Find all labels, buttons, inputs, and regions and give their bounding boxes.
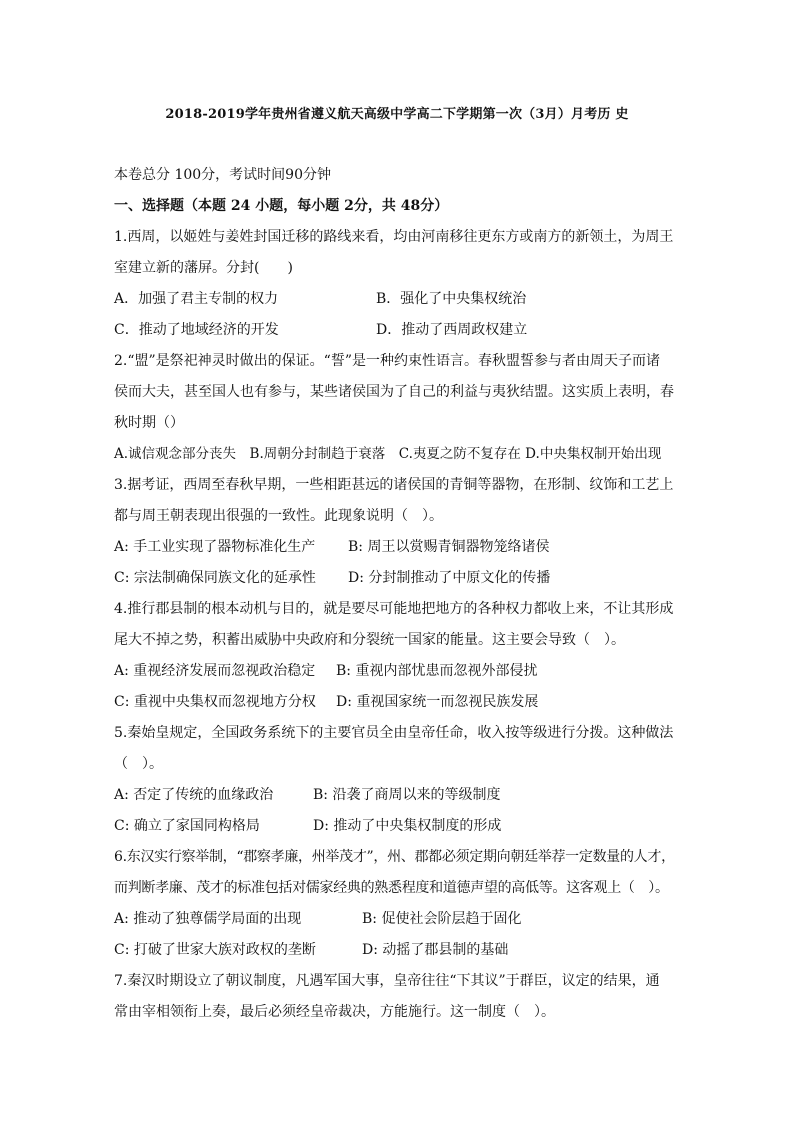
question-2-stem-cont: 侯而大夫，甚至国人也有参与，某些诸侯国为了自己的利益与夷狄结盟。这实质上表明，春 [114, 384, 674, 400]
question-3-option-a: A: 手工业实现了器物标准化生产 [114, 539, 316, 555]
question-3-option-d: D: 分封制推动了中原文化的传播 [348, 570, 551, 586]
question-3-option-b: B: 周王以赏赐青铜器物笼络诸侯 [348, 539, 550, 555]
question-4-option-a: A: 重视经济发展而忽视政治稳定 [114, 663, 316, 679]
question-1-option-c: C．推动了地域经济的开发 [114, 322, 279, 338]
document-title: 2018-2019学年贵州省遵义航天高级中学高二下学期第一次（3月）月考历 史 [165, 107, 629, 122]
question-5-stem: 5.秦始皇规定，全国政务系统下的主要官员全由皇帝任命，收入按等级进行分拨。这种做法 [114, 725, 674, 741]
question-5-option-d: D: 推动了中央集权制度的形成 [313, 818, 502, 834]
question-5-option-a: A: 否定了传统的血缘政治 [114, 787, 274, 803]
question-1-stem-cont: 室建立新的藩屏。分封( ) [114, 260, 293, 276]
question-5-stem-cont: （ ）。 [114, 756, 163, 772]
question-6-option-c: C: 打破了世家大族对政权的垄断 [114, 942, 316, 958]
question-6-option-d: D: 动摇了郡县制的基础 [362, 942, 509, 958]
question-2-stem-end: 秋时期（） [114, 415, 184, 431]
question-5-option-b: B: 沿袭了商周以来的等级制度 [313, 787, 501, 803]
question-5-option-c: C: 确立了家国同构格局 [114, 818, 260, 834]
question-7-stem: 7.秦汉时期设立了朝议制度，凡遇军国大事，皇帝往往“下其议”于群臣，议定的结果，通 [114, 973, 660, 989]
question-6-option-b: B: 促使社会阶层趋于固化 [362, 911, 522, 927]
question-6-stem: 6.东汉实行察举制，“郡察孝廉，州举茂才”，州、郡都必须定期向朝廷举荐一定数量的人才， [114, 849, 675, 865]
question-7-stem-cont: 常由宰相领衔上奏，最后必须经皇帝裁决，方能施行。这一制度（ ）。 [114, 1004, 555, 1020]
question-1-option-d: D．推动了西周政权建立 [376, 322, 528, 338]
section-heading: 一、选择题（本题 24 小题，每小题 2分，共 48分） [114, 198, 449, 214]
question-6-stem-cont: 而判断孝廉、茂才的标准包括对儒家经典的熟悉程度和道德声望的高低等。这客观上（ ）。 [114, 880, 669, 896]
question-3-option-c: C: 宗法制确保同族文化的延承性 [114, 570, 316, 586]
exam-intro: 本卷总分 100分，考试时间90分钟 [114, 167, 331, 183]
question-1-option-b: B．强化了中央集权统治 [376, 291, 527, 307]
question-1-option-a: A．加强了君主专制的权力 [114, 291, 279, 307]
question-4-option-d: D: 重视国家统一而忽视民族发展 [336, 694, 539, 710]
question-4-stem-cont: 尾大不掉之势，积蓄出威胁中央政府和分裂统一国家的能量。这主要会导致（ ）。 [114, 632, 625, 648]
question-3-stem-cont: 都与周王朝表现出很强的一致性。此现象说明（ ）。 [114, 508, 443, 524]
question-3-stem: 3.据考证，西周至春秋早期，一些相距甚远的诸侯国的青铜等器物，在形制、纹饰和工艺上 [114, 477, 674, 493]
question-1-stem: 1.西周，以姬姓与姜姓封国迁移的路线来看，均由河南移往更东方或南方的新领土，为周王 [114, 229, 674, 245]
question-2-stem: 2.“盟”是祭祀神灵时做出的保证。“誓”是一种约束性语言。春秋盟誓参与者由周天子而诸 [114, 353, 660, 369]
question-4-stem: 4.推行郡县制的根本动机与目的，就是要尽可能地把地方的各种权力都收上来，不让其形成 [114, 601, 674, 617]
question-4-option-c: C: 重视中央集权而忽视地方分权 [114, 694, 316, 710]
question-6-option-a: A: 推动了独尊儒学局面的出现 [114, 911, 302, 927]
question-4-option-b: B: 重视内部忧患而忽视外部侵扰 [336, 663, 538, 679]
question-2-options: A.诚信观念部分丧失 B.周朝分封制趋于衰落 C.夷夏之防不复存在 D.中央集权制开始出现 [114, 446, 662, 462]
